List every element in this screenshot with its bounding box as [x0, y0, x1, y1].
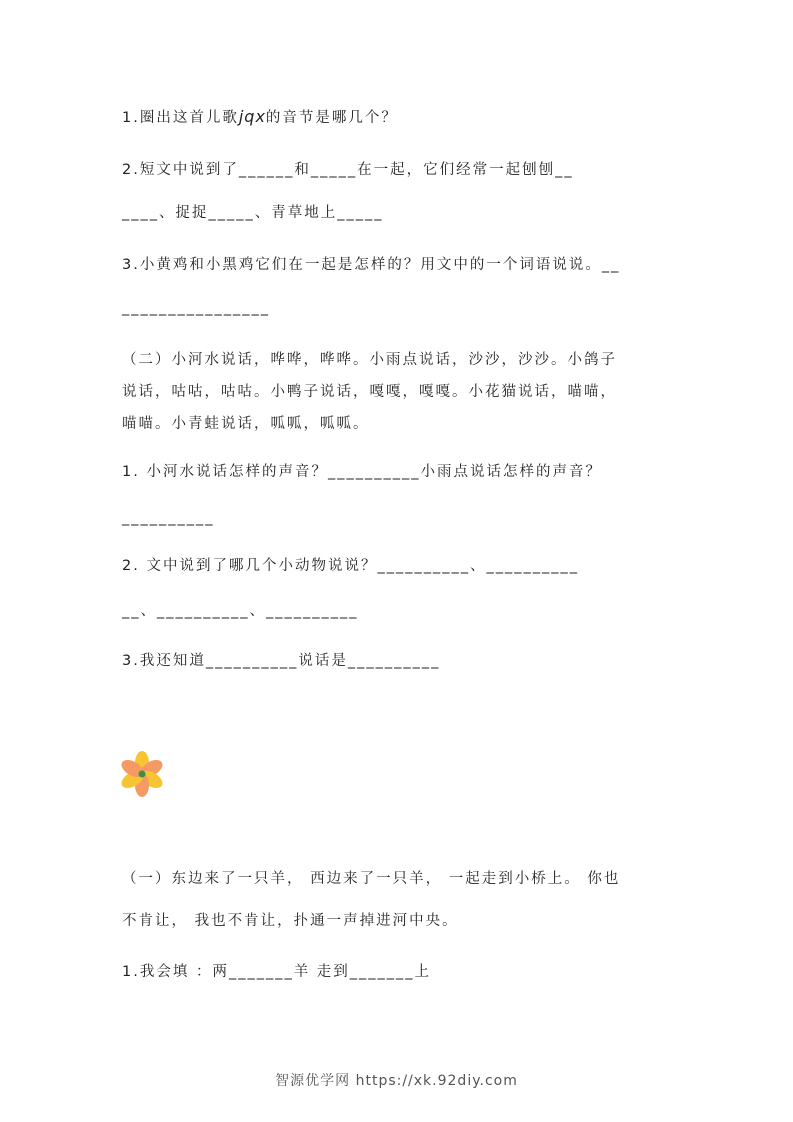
- question-a2-line2: ____、捉捉_____、青草地上_____: [122, 205, 384, 221]
- passage-c-line1: （一）东边来了一只羊， 西边来了一只羊， 一起走到小桥上。 你也: [122, 871, 621, 887]
- flower-icon: [118, 750, 166, 798]
- question-b2-line1: 2. 文中说到了哪几个小动物说说？__________、__________: [122, 558, 579, 574]
- question-a3-line1: 3.小黄鸡和小黑鸡它们在一起是怎样的？用文中的一个词语说说。__: [122, 257, 621, 273]
- flower-center: [139, 771, 146, 778]
- question-b1-line1: 1. 小河水说话怎样的声音？__________小雨点说话怎样的声音？: [122, 464, 602, 480]
- passage-b-line1: （二）小河水说话，哗哗，哗哗。小雨点说话，沙沙，沙沙。小鸽子: [122, 352, 617, 368]
- question-a2-line1: 2.短文中说到了______和_____在一起，它们经常一起刨刨__: [122, 162, 574, 178]
- pinyin-text: jqx: [238, 107, 266, 126]
- question-a1-suffix: 的音节是哪几个？: [265, 110, 398, 126]
- question-a1: [122, 107, 672, 128]
- question-c1: 1.我会填 ：两_______羊 走到_______上: [122, 964, 432, 980]
- passage-b-line3: 喵喵。小青蛙说话，呱呱，呱呱。: [122, 416, 370, 432]
- passage-b-line2: 说话，咕咕，咕咕。小鸭子说话，嘎嘎，嘎嘎。小花猫说话，喵喵，: [122, 384, 617, 400]
- question-b2-line2: __、__________、__________: [122, 603, 359, 619]
- question-b1-line2: __________: [122, 510, 215, 526]
- question-b3: 3.我还知道__________说话是__________: [122, 653, 441, 669]
- question-a1-prefix: 1.圈出这首儿歌: [122, 110, 239, 126]
- passage-c-line2: 不肯让， 我也不肯让，扑通一声掉进河中央。: [122, 913, 459, 929]
- footer-watermark: 智源优学网 https://xk.92diy.com: [275, 1073, 518, 1089]
- question-a3-line2: ________________: [122, 300, 270, 316]
